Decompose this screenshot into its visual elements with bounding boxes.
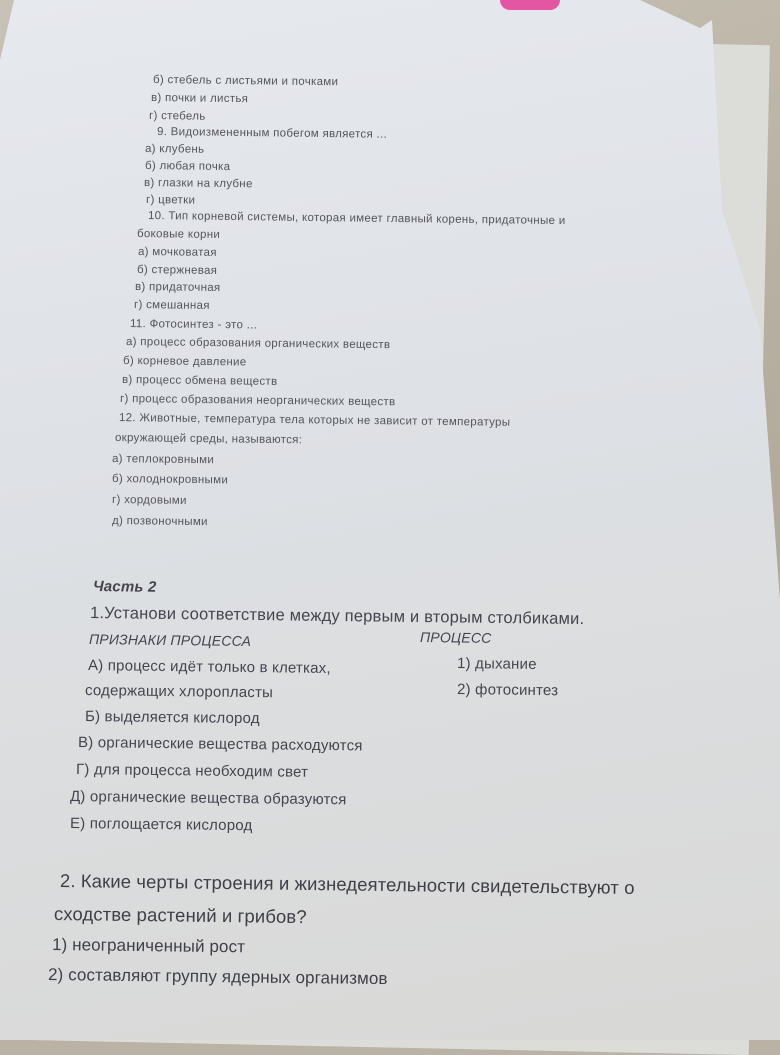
part2-heading: Часть 2: [92, 578, 157, 596]
q8-option-b: б) стебель с листьями и почками: [152, 74, 339, 89]
q10-option-b: б) стержневая: [136, 264, 218, 277]
q2-answer-2: 2) составляют группу ядерных организмов: [47, 965, 388, 989]
sign-a-line2: содержащих хлоропласты: [84, 682, 274, 702]
q12-option-g: г) хордовыми: [111, 494, 187, 507]
q9-option-a: а) клубень: [144, 143, 205, 156]
sign-e: Е) поглощается кислород: [69, 815, 253, 835]
part2-q2-question-line2: сходстве растений и грибов?: [53, 903, 307, 928]
q10-question-line1: 10. Тип корневой системы, которая имеет главный корень, придаточные и: [147, 210, 566, 228]
column1-header: ПРИЗНАКИ ПРОЦЕССА: [88, 631, 252, 649]
part2-q2-question-line1: 2. Какие черты строения и жизнедеятельности свидетельствуют о: [59, 870, 635, 899]
q10-question-line2: боковые корни: [136, 228, 221, 242]
sign-a-line1: А) процесс идёт только в клетках,: [87, 657, 331, 677]
q10-option-g: г) смешанная: [133, 299, 210, 312]
q12-option-d: д) позвоночными: [111, 515, 208, 529]
q11-option-b: б) корневое давление: [122, 355, 247, 369]
q9-option-g: г) цветки: [145, 194, 196, 207]
q12-question-line2: окружающей среды, называются:: [114, 432, 303, 447]
q10-option-v: в) придаточная: [134, 281, 221, 295]
q12-question-line1: 12. Животные, температура тела которых не зависит от температуры: [118, 412, 511, 429]
q9-option-v: в) глазки на клубне: [143, 177, 253, 191]
q12-option-a: а) теплокровными: [111, 453, 215, 467]
q9-option-b: б) любая почка: [144, 160, 231, 174]
column2-header: ПРОЦЕСС: [419, 629, 492, 646]
q8-option-g: г) стебель: [148, 110, 206, 123]
sign-g: Г) для процесса необходим свет: [75, 761, 309, 781]
q8-option-v: в) почки и листья: [150, 92, 249, 106]
sign-b: Б) выделяется кислород: [84, 708, 260, 728]
q11-option-v: в) процесс обмена веществ: [121, 374, 278, 388]
q12-option-b: б) холоднокровными: [111, 473, 229, 487]
sign-v: В) органические вещества расходуются: [77, 734, 363, 755]
q2-answer-1: 1) неограниченный рост: [51, 935, 246, 957]
q9-question: 9. Видоизмененным побегом является ...: [156, 126, 388, 141]
q10-option-a: а) мочковатая: [137, 246, 217, 259]
part2-q1-question: 1.Установи соответствие между первым и вторым столбиками.: [89, 604, 585, 629]
q11-option-g: г) процесс образования неорганических веществ: [119, 393, 396, 409]
sign-d: Д) органические вещества образуются: [69, 788, 347, 809]
process-1: 1) дыхание: [456, 655, 537, 673]
q11-question: 11. Фотосинтез - это ...: [129, 318, 258, 332]
q11-option-a: а) процесс образования органических веществ: [125, 336, 391, 352]
process-2: 2) фотосинтез: [456, 681, 559, 700]
